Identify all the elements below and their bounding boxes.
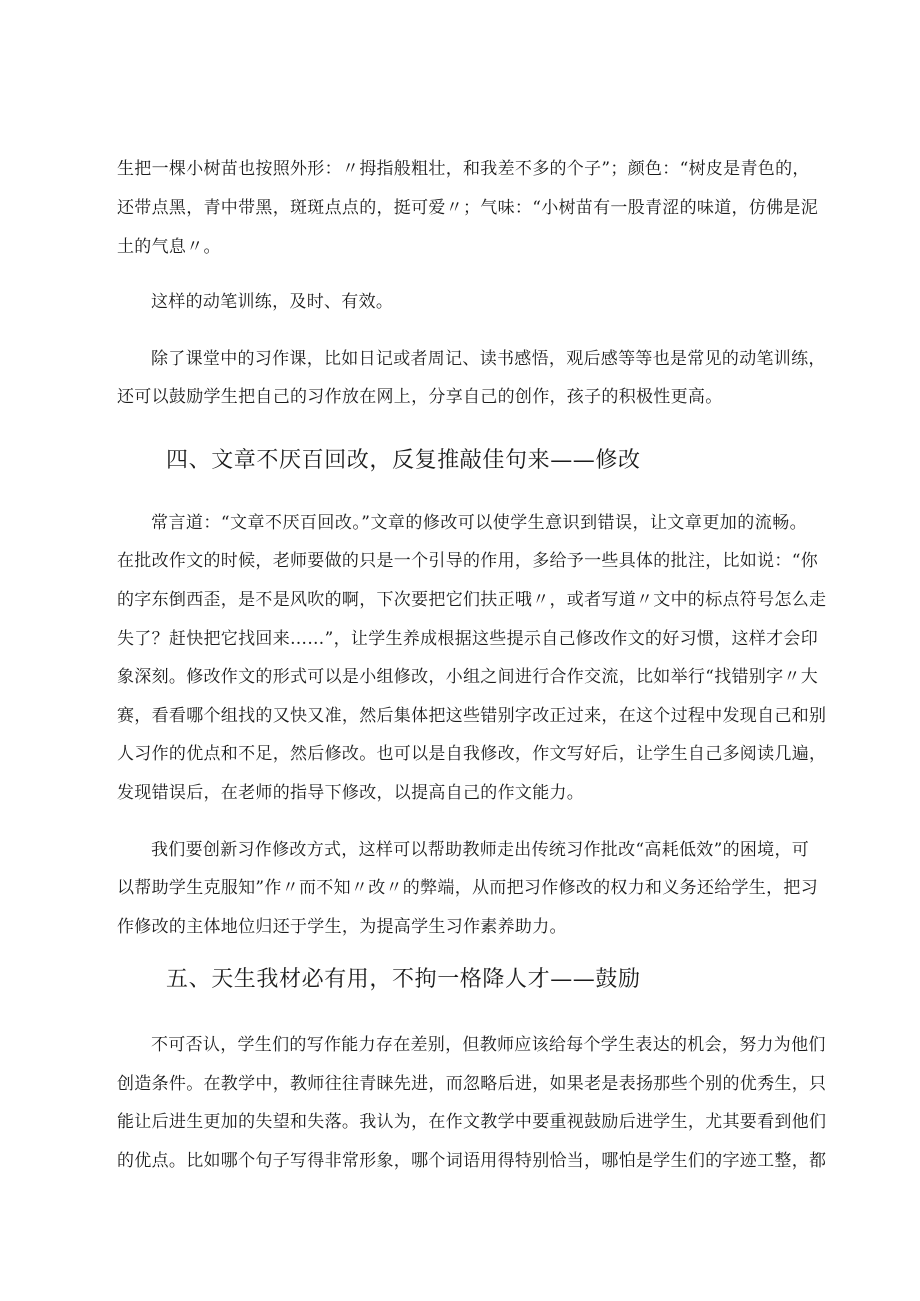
paragraph-line: 土的气息〃。 <box>117 237 221 257</box>
paragraph-line: 人习作的优点和不足，然后修改。也可以是自我修改，作文写好后，让学生自己多阅读几遍， <box>117 744 827 764</box>
paragraph-line: 在批改作文的时候，老师要做的只是一个引导的作用，多给予一些具体的批注，比如说：“你 <box>117 551 818 571</box>
paragraph-line: 还可以鼓励学生把自己的习作放在网上，分享自己的创作，孩子的积极性更高。 <box>117 387 723 407</box>
paragraph-line: 常言道：“文章不厌百回改。”文章的修改可以使学生意识到错误，让文章更加的流畅。 <box>151 513 807 533</box>
section-heading: 四、文章不厌百回改，反复推敲佳句来——修改 <box>166 448 641 473</box>
paragraph-line: 能让后进生更加的失望和失落。我认为，在作文教学中要重视鼓励后进学生，尤其要看到他们 <box>117 1112 827 1132</box>
paragraph-line: 作修改的主体地位归还于学生，为提高学生习作素养助力。 <box>117 917 567 937</box>
paragraph-line: 创造条件。在教学中，教师往往青睐先进，而忽略后进，如果老是表扬那些个别的优秀生，只 <box>117 1074 827 1094</box>
paragraph-line: 除了课堂中的习作课，比如日记或者周记、读书感悟，观后感等等也是常见的动笔训练， <box>151 349 826 369</box>
paragraph-line: 的优点。比如哪个句子写得非常形象，哪个词语用得特别恰当，哪怕是学生们的字迹工整，都 <box>117 1151 827 1171</box>
paragraph-line: 生把一棵小树苗也按照外形：〃拇指般粗壮，和我差不多的个子”；颜色：“树皮是青色的， <box>117 159 810 179</box>
paragraph-line: 象深刻。修改作文的形式可以是小组修改，小组之间进行合作交流，比如举行“找错别字〃大 <box>117 667 818 687</box>
paragraph-line: 的字东倒西歪，是不是风吹的啊，下次要把它们扶正哦〃，或者写道〃文中的标点符号怎么走 <box>117 590 827 610</box>
paragraph-line: 不可否认，学生们的写作能力存在差别，但教师应该给每个学生表达的机会，努力为他们 <box>151 1035 826 1055</box>
paragraph-line: 这样的动笔训练，及时、有效。 <box>151 292 394 312</box>
paragraph-line: 赛，看看哪个组找的又快又准，然后集体把这些错别字改正过来，在这个过程中发现自己和别 <box>117 706 827 726</box>
paragraph-line: 失了？赶快把它找回来……”，让学生养成根据这些提示自己修改作文的好习惯，这样才会印 <box>117 629 818 649</box>
paragraph-line: 我们要创新习作修改方式，这样可以帮助教师走出传统习作批改“高耗低效”的困境，可 <box>151 840 810 860</box>
paragraph-line: 以帮助学生克服知”作〃而不知〃改〃的弊端，从而把习作修改的权力和义务还给学生，把习 <box>117 878 818 898</box>
section-heading: 五、天生我材必有用，不拘一格降人才——鼓励 <box>166 967 641 992</box>
paragraph-line: 发现错误后，在老师的指导下修改，以提高自己的作文能力。 <box>117 783 585 803</box>
paragraph-line: 还带点黑，青中带黑，斑斑点点的，挺可爱〃；气味：“小树苗有一股青涩的味道，仿佛是泥 <box>117 198 818 218</box>
